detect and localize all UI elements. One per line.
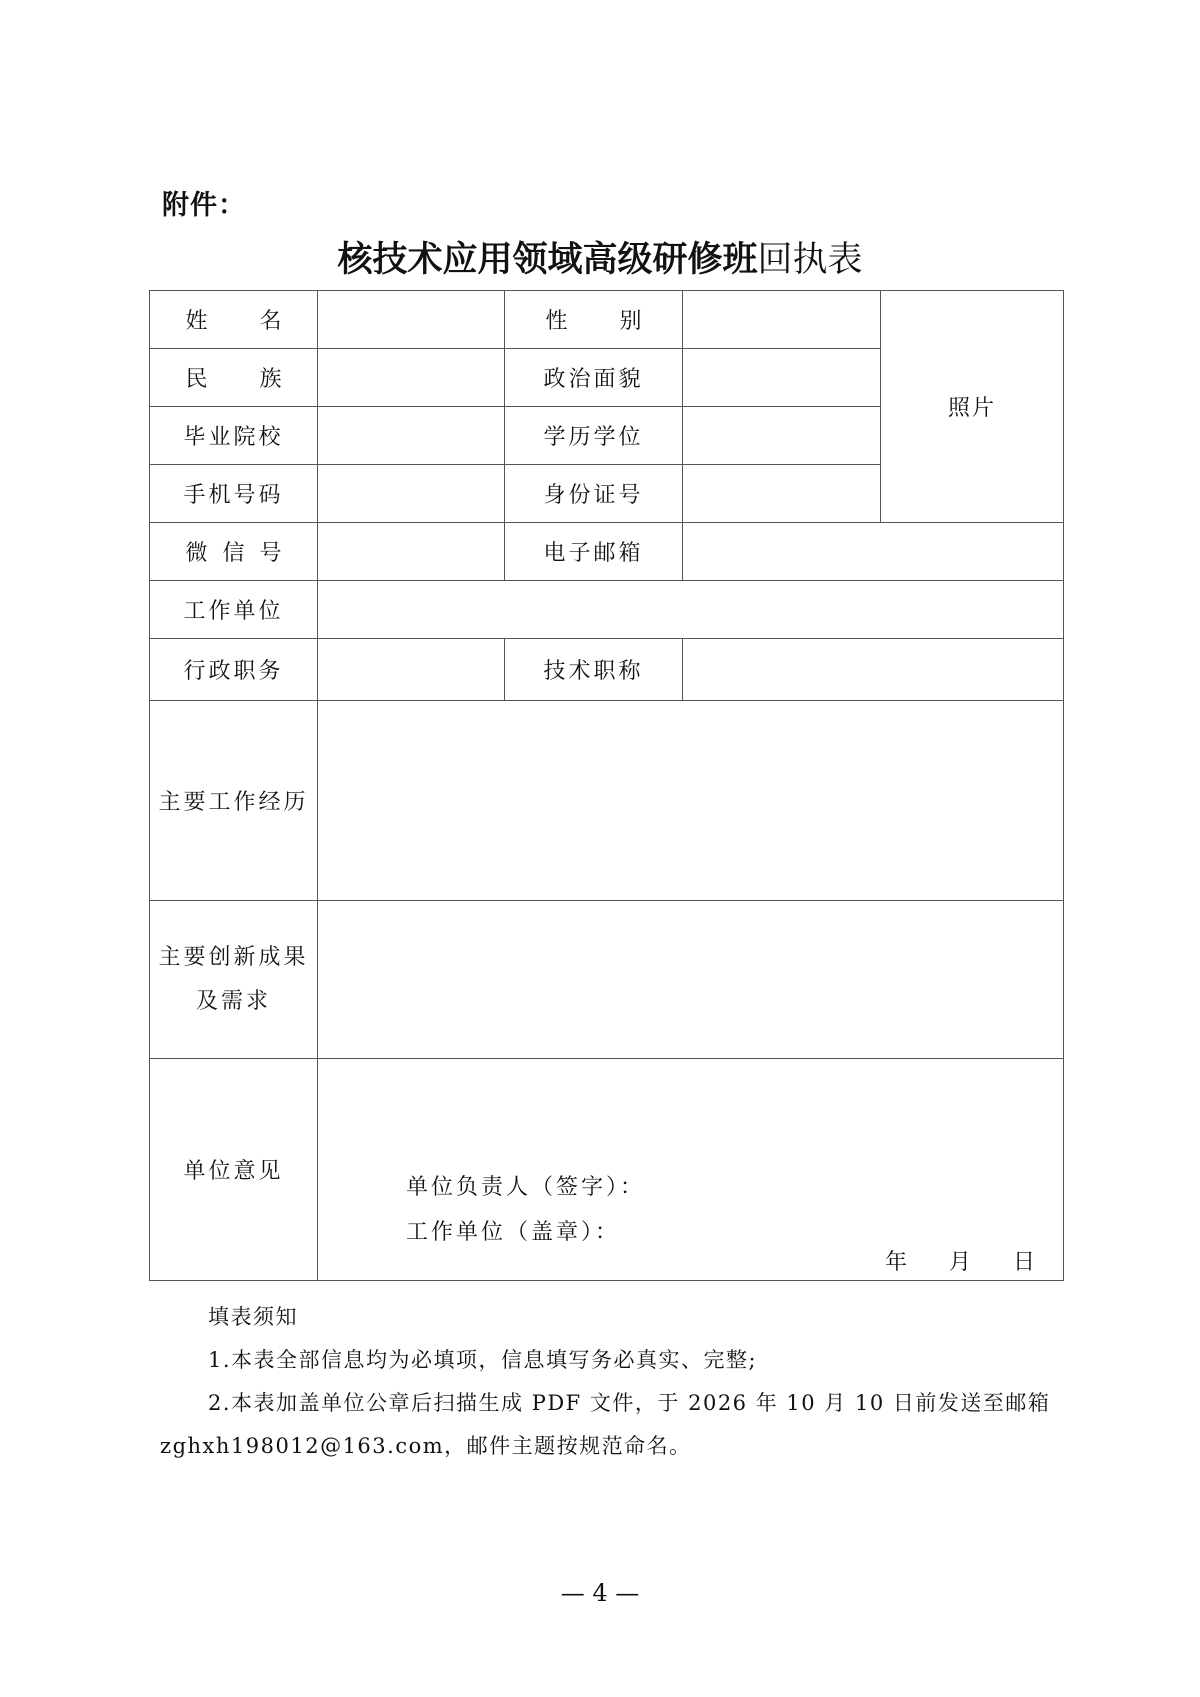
- photo-label: 照片: [947, 396, 996, 421]
- work-experience-field[interactable]: [318, 701, 1064, 901]
- attachment-label: 附件：: [162, 190, 246, 221]
- achievements-label: [150, 901, 318, 1059]
- email-field[interactable]: [683, 523, 1064, 581]
- school-label: 毕业院校: [150, 407, 318, 465]
- achievements-label-line2: 及需求: [195, 988, 271, 1014]
- email-label: 电子邮箱: [505, 523, 683, 581]
- achievements-label-line1: 主要创新成果: [158, 944, 309, 970]
- title-main: 核技术应用领域高级研修班: [337, 239, 758, 280]
- unit-opinion-field[interactable]: [318, 1059, 1064, 1281]
- gender-field[interactable]: [683, 291, 881, 349]
- unit-opinion-label: 单位意见: [150, 1059, 318, 1281]
- achievements-field[interactable]: [318, 901, 1064, 1059]
- ethnicity-field[interactable]: [318, 349, 505, 407]
- degree-label: 学历学位: [505, 407, 683, 465]
- political-status-field[interactable]: [683, 349, 881, 407]
- id-number-field[interactable]: [683, 465, 881, 523]
- admin-post-field[interactable]: [318, 639, 505, 701]
- political-status-label: 政治面貌: [505, 349, 683, 407]
- phone-label: 手机号码: [150, 465, 318, 523]
- employer-field[interactable]: [318, 581, 1064, 639]
- tech-title-label: 技术职称: [505, 639, 683, 701]
- school-field[interactable]: [318, 407, 505, 465]
- work-experience-label: 主要工作经历: [150, 701, 318, 901]
- tech-title-field[interactable]: [683, 639, 1064, 701]
- name-field[interactable]: [318, 291, 505, 349]
- registration-form-table: [149, 290, 1064, 1281]
- seal-line: 工作单位（盖章）：: [406, 1220, 621, 1245]
- date-year: 年: [884, 1250, 907, 1275]
- admin-post-label: 行政职务: [150, 639, 318, 701]
- wechat-label: 微 信 号: [150, 523, 318, 581]
- page-title: [0, 236, 1200, 284]
- photo-box[interactable]: [881, 291, 1064, 523]
- signature-line: 单位负责人（签字）：: [406, 1175, 646, 1200]
- ethnicity-label: 民 族: [150, 349, 318, 407]
- instruction-2: 2.本表加盖单位公章后扫描生成 PDF 文件，于 2026 年 10 月 10 日前发送至邮箱 zghxh198012@163.com，邮件主题按规范命名。: [160, 1391, 1051, 1458]
- opinion-sign-block: [406, 1165, 645, 1255]
- opinion-date: [843, 1245, 1035, 1276]
- title-suffix: 回执表: [757, 240, 863, 280]
- date-month: 月: [948, 1250, 971, 1275]
- id-number-label: 身份证号: [505, 465, 683, 523]
- date-day: 日: [1012, 1250, 1035, 1275]
- degree-field[interactable]: [683, 407, 881, 465]
- name-label: 姓 名: [150, 291, 318, 349]
- employer-label: 工作单位: [150, 581, 318, 639]
- phone-field[interactable]: [318, 465, 505, 523]
- page-number: — 4 —: [560, 1579, 640, 1607]
- gender-label: 性 别: [505, 291, 683, 349]
- filling-instructions: [160, 1296, 1060, 1468]
- instructions-heading: 填表须知: [208, 1305, 298, 1329]
- wechat-field[interactable]: [318, 523, 505, 581]
- instruction-1: 1.本表全部信息均为必填项，信息填写务必真实、完整;: [208, 1348, 758, 1372]
